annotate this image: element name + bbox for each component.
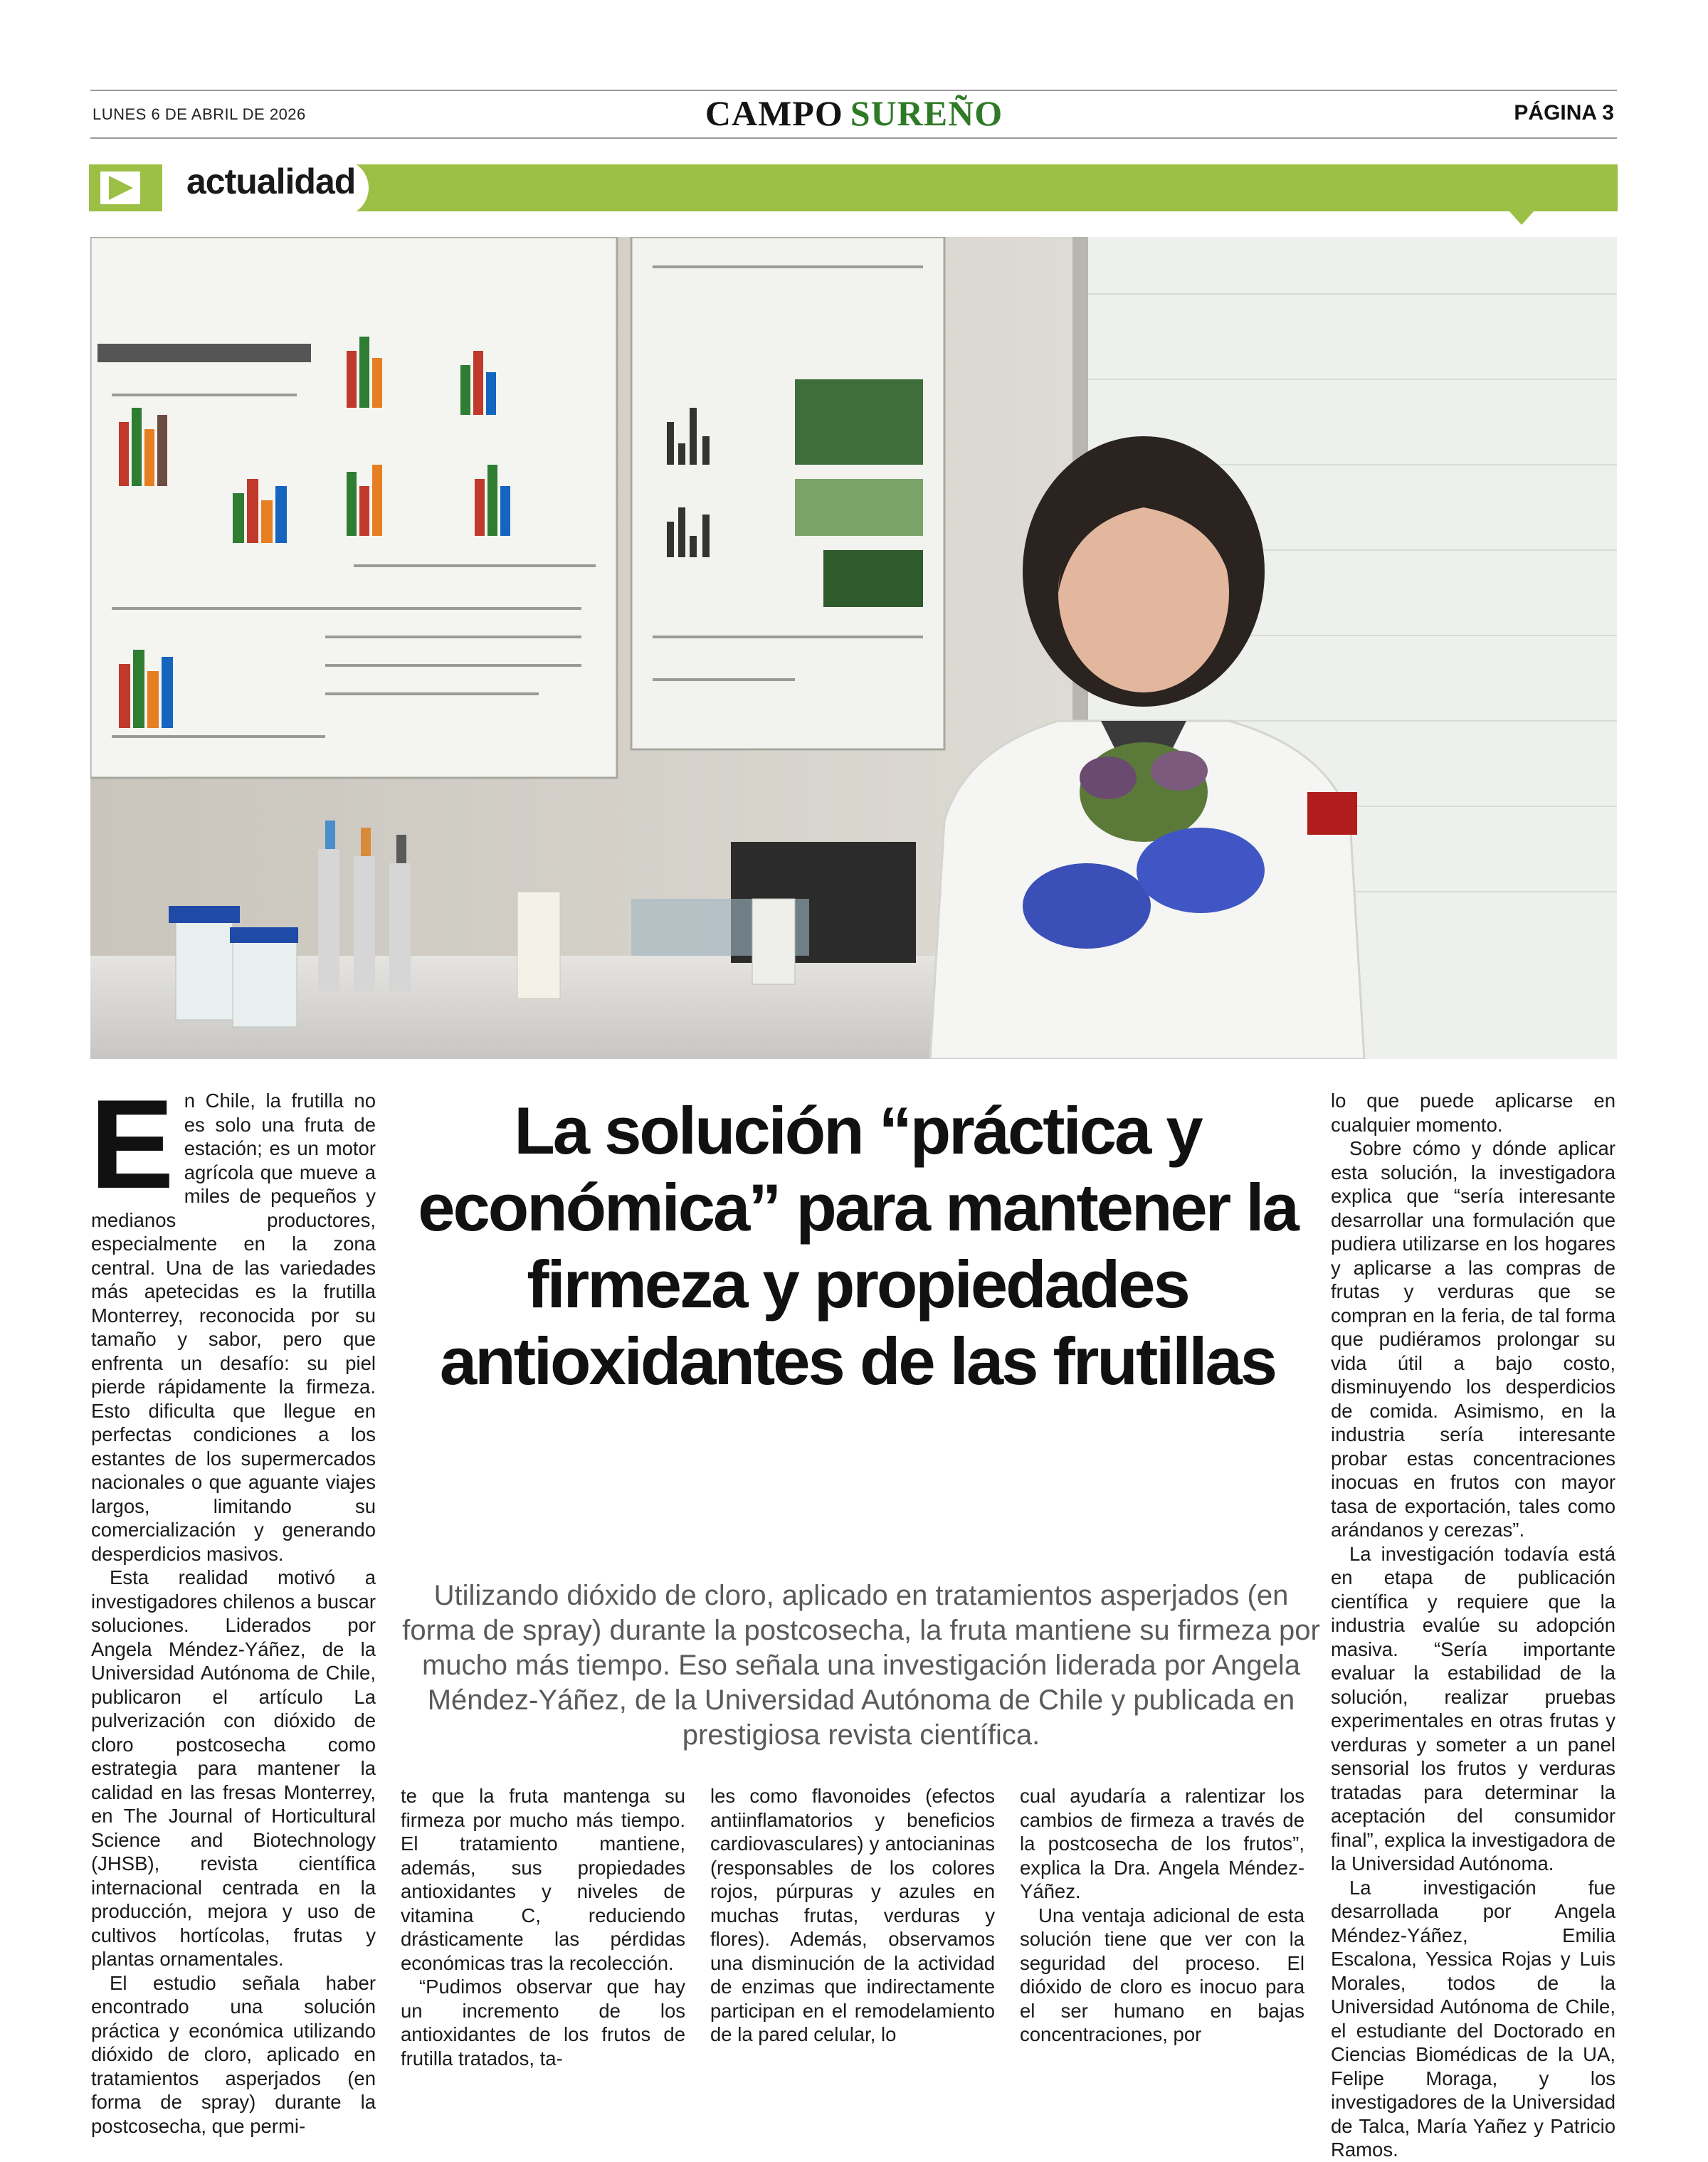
paragraph — [90, 1073, 376, 1566]
brand-part-2: SUREÑO — [850, 93, 1003, 133]
paragraph: El estudio señala haber encontrado una solución práctica y económica utilizando dióxido de cloro, aplicado en tratamientos asperjados (en forma de spray) durante la postcosecha, que permi- — [91, 1971, 376, 2137]
header-rule-bottom — [90, 137, 1617, 139]
article-column-3 — [710, 1784, 995, 2047]
issue-date: LUNES 6 DE ABRIL DE 2026 — [93, 105, 306, 123]
paragraph-text: n Chile, la frutilla no es solo una fruta de estación; es un motor agrícola que mueve a miles de pequeños y medianos productores, especialmente en la zona central. Una de las variedades más apetecidas es la frutilla Monterrey, reconocida por su tamaño y sabor, pero que enfrenta un desafío: su piel pierde rápidamente la firmeza. Esto dificulta que llegue en perfectas condiciones a los estantes de los supermercados nacionales o que aguante viajes largos, limitando su comercialización y generando desperdicios masivos. — [91, 1090, 376, 1565]
header-rule-top — [90, 90, 1617, 91]
article-column-2 — [401, 1784, 685, 2070]
paragraph: Sobre cómo y dónde aplicar esta solución, la investigadora explica que “sería interesante desarrollar una formulación que pudiera utilizarse en los hogares y aplicarse a las compras de frutas y verduras que se compran en la feria, de tal forma que pudiéramos prolongar su vida útil a bajo costo, disminuyendo los desperdicios de comida. Asimismo, en la industria sería interesante probar estas concentraciones inocuas en frutos con mayor tasa de exportación, tales como arándanos y cerezas”. — [1331, 1137, 1615, 1541]
article-column-5 — [1331, 1089, 1615, 2162]
paragraph: les como flavonoides (efectos antiinflamatorios y beneficios cardiovasculares) y antocianinas (responsables de los colores rojos, púrpuras y azules en muchas frutas, verduras y flores). Además, observamos una disminución de la actividad de enzimas que indirectamente participan en el remodelamiento de la pared celular, lo — [710, 1785, 995, 2045]
article-column-4 — [1020, 1784, 1304, 2047]
paragraph: te que la fruta mantenga su firmeza por mucho más tiempo. El tratamiento mantiene, además, sus propiedades antioxidantes y niveles de vitamina C, reduciendo drásticamente las pérdidas económicas tras la recolección. — [401, 1785, 685, 1974]
article-photo — [90, 237, 1617, 1059]
section-label: actualidad — [186, 162, 356, 201]
paragraph: Esta realidad motivó a investigadores chilenos a buscar soluciones. Liderados por Angela Méndez-Yáñez, de la Universidad Autónoma de Chile, publicaron el artículo La pulverización con dióxido de cloro postcosecha como estrategia para mantener la calidad en las fresas Monterrey, en The Journal of Horticultural Science and Biotechnology (JHSB), revista científica internacional centrada en la producción, mejora y uso de cultivos hortícolas, frutas y plantas ornamentales. — [91, 1566, 376, 1970]
play-arrow-icon — [100, 172, 140, 204]
paragraph: Una ventaja adicional de esta solución tiene que ver con la seguridad del proceso. El dióxido de cloro es inocuo para el ser humano en bajas concentraciones, por — [1020, 1904, 1304, 2045]
article-headline: La solución “práctica y económica” para mantener la firmeza y propiedades antioxidantes de las frutillas — [418, 1093, 1297, 1398]
section-marker — [89, 164, 149, 211]
paragraph: “Pudimos observar que hay un incremento de los antioxidantes de los frutos de frutilla tratados, ta- — [401, 1976, 685, 2069]
newspaper-brand — [0, 93, 1708, 134]
section-band-notch — [1509, 211, 1534, 225]
paragraph: lo que puede aplicarse en cualquier momento. — [1331, 1090, 1615, 1136]
lab-researcher-photo — [90, 237, 1617, 1059]
drop-cap: E — [90, 1073, 174, 1215]
paragraph: cual ayudaría a ralentizar los cambios de firmeza a través de la postcosecha de los frutos”, explica la Dra. Angela Méndez-Yáñez. — [1020, 1785, 1304, 1902]
paragraph: La investigación todavía está en etapa de publicación científica y requiere que la industria evalúe su adopción masiva. “Sería importante evaluar la estabilidad de la solución, realizar pruebas experimentales en otras frutas y verduras y someter a un panel sensorial los frutos y verduras tratadas para determinar la aceptación del consumidor final”, explica la investigadora de la Universidad Autónoma. — [1331, 1542, 1615, 1874]
page-number: PÁGINA 3 — [1514, 101, 1614, 125]
brand-part-1: CAMPO — [705, 93, 843, 133]
article-subhead: Utilizando dióxido de cloro, aplicado en tratamientos asperjados (en forma de spray) durante la postcosecha, la fruta mantiene su firmeza por mucho más tiempo. Eso señala una investigación liderada por Angela Méndez-Yáñez, de la Universidad Autónoma de Chile y publicada en prestigiosa revista científica. — [402, 1580, 1320, 1751]
paragraph: La investigación fue desarrollada por Angela Méndez-Yáñez, Emilia Escalona, Yessica Rojas y Luis Morales, todos de la Universidad Autónoma de Chile, el estudiante del Doctorado en Ciencias Biomédicas de la UA, Felipe Moraga, y los investigadores de la Universidad de Talca, María Yañez y Patricio Ramos. — [1331, 1876, 1615, 2161]
article-column-1 — [90, 1073, 376, 2138]
